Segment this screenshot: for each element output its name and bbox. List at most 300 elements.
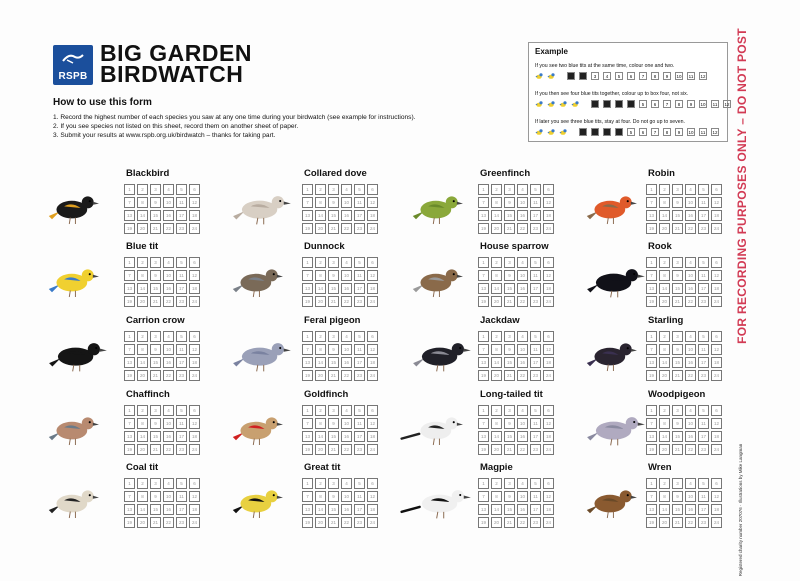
count-box[interactable]: 11 <box>698 270 709 281</box>
count-box[interactable]: 22 <box>517 370 528 381</box>
count-box[interactable]: 18 <box>543 504 554 515</box>
count-box[interactable]: 1 <box>478 331 489 342</box>
count-box[interactable]: 4 <box>163 405 174 416</box>
count-box[interactable]: 8 <box>137 344 148 355</box>
count-box[interactable]: 16 <box>341 210 352 221</box>
count-box[interactable]: 17 <box>530 210 541 221</box>
count-box[interactable]: 24 <box>367 370 378 381</box>
count-box[interactable]: 16 <box>341 357 352 368</box>
count-box[interactable]: 3 <box>672 331 683 342</box>
count-box[interactable]: 15 <box>504 431 515 442</box>
count-box[interactable]: 22 <box>685 223 696 234</box>
count-box[interactable]: 11 <box>530 344 541 355</box>
count-box[interactable]: 6 <box>543 405 554 416</box>
count-box[interactable]: 3 <box>150 184 161 195</box>
count-box[interactable]: 19 <box>478 296 489 307</box>
count-box[interactable]: 11 <box>176 491 187 502</box>
count-box[interactable]: 21 <box>504 517 515 528</box>
count-box[interactable]: 2 <box>137 184 148 195</box>
count-box[interactable]: 16 <box>685 210 696 221</box>
count-box[interactable]: 11 <box>698 418 709 429</box>
count-box[interactable]: 21 <box>504 296 515 307</box>
count-box[interactable]: 20 <box>137 517 148 528</box>
count-box[interactable]: 24 <box>711 444 722 455</box>
count-box[interactable]: 19 <box>124 223 135 234</box>
count-box[interactable]: 17 <box>176 431 187 442</box>
count-box[interactable]: 15 <box>150 210 161 221</box>
count-box[interactable]: 12 <box>189 270 200 281</box>
count-box[interactable]: 12 <box>543 197 554 208</box>
count-box[interactable]: 19 <box>302 223 313 234</box>
count-box[interactable]: 21 <box>504 444 515 455</box>
count-box[interactable]: 15 <box>328 210 339 221</box>
count-box[interactable]: 19 <box>646 296 657 307</box>
count-box[interactable]: 6 <box>367 405 378 416</box>
count-box[interactable]: 24 <box>543 444 554 455</box>
count-box[interactable]: 13 <box>302 357 313 368</box>
count-box[interactable]: 20 <box>491 296 502 307</box>
count-box[interactable]: 24 <box>711 223 722 234</box>
count-box[interactable]: 12 <box>711 418 722 429</box>
count-box[interactable]: 22 <box>163 370 174 381</box>
count-box[interactable]: 3 <box>150 478 161 489</box>
count-box[interactable]: 22 <box>163 223 174 234</box>
count-box[interactable]: 6 <box>189 331 200 342</box>
count-box[interactable]: 5 <box>354 257 365 268</box>
count-box[interactable]: 12 <box>711 197 722 208</box>
count-box[interactable]: 3 <box>328 184 339 195</box>
count-box[interactable]: 1 <box>302 405 313 416</box>
count-box[interactable]: 21 <box>504 370 515 381</box>
count-box[interactable]: 1 <box>302 257 313 268</box>
count-box[interactable]: 16 <box>341 504 352 515</box>
count-box[interactable]: 3 <box>504 478 515 489</box>
count-box[interactable]: 19 <box>124 296 135 307</box>
count-box[interactable]: 24 <box>189 370 200 381</box>
count-box[interactable]: 7 <box>124 270 135 281</box>
count-box[interactable]: 8 <box>659 344 670 355</box>
count-box[interactable]: 16 <box>341 283 352 294</box>
count-box[interactable]: 12 <box>189 344 200 355</box>
count-box[interactable]: 23 <box>698 370 709 381</box>
count-box[interactable]: 12 <box>367 344 378 355</box>
count-box[interactable]: 14 <box>315 283 326 294</box>
count-box[interactable]: 20 <box>659 517 670 528</box>
count-box[interactable]: 4 <box>341 331 352 342</box>
count-box[interactable]: 3 <box>504 331 515 342</box>
count-box[interactable]: 20 <box>659 370 670 381</box>
count-box[interactable]: 23 <box>354 296 365 307</box>
count-box[interactable]: 10 <box>163 491 174 502</box>
count-box[interactable]: 9 <box>328 270 339 281</box>
count-box[interactable]: 14 <box>659 210 670 221</box>
count-box[interactable]: 4 <box>163 257 174 268</box>
count-box[interactable]: 12 <box>711 344 722 355</box>
count-box[interactable]: 6 <box>189 184 200 195</box>
count-box[interactable]: 20 <box>315 370 326 381</box>
count-box[interactable]: 22 <box>163 296 174 307</box>
count-box[interactable]: 18 <box>367 210 378 221</box>
count-box[interactable]: 19 <box>646 444 657 455</box>
count-box[interactable]: 3 <box>504 257 515 268</box>
count-box[interactable]: 23 <box>530 517 541 528</box>
count-box[interactable]: 10 <box>341 270 352 281</box>
count-box[interactable]: 16 <box>685 357 696 368</box>
count-box[interactable]: 16 <box>685 431 696 442</box>
count-box[interactable]: 9 <box>150 491 161 502</box>
count-box[interactable]: 17 <box>176 283 187 294</box>
count-box[interactable]: 18 <box>711 431 722 442</box>
count-box[interactable]: 20 <box>315 296 326 307</box>
count-box[interactable]: 10 <box>685 344 696 355</box>
count-box[interactable]: 7 <box>478 197 489 208</box>
count-box[interactable]: 14 <box>315 210 326 221</box>
count-box[interactable]: 20 <box>315 517 326 528</box>
count-box[interactable]: 10 <box>517 270 528 281</box>
count-box[interactable]: 21 <box>672 517 683 528</box>
count-box[interactable]: 9 <box>672 491 683 502</box>
count-box[interactable]: 1 <box>646 405 657 416</box>
count-box[interactable]: 21 <box>672 444 683 455</box>
count-box[interactable]: 11 <box>176 418 187 429</box>
count-box[interactable]: 3 <box>328 478 339 489</box>
count-box[interactable]: 14 <box>491 210 502 221</box>
count-box[interactable]: 20 <box>137 444 148 455</box>
count-box[interactable]: 17 <box>698 357 709 368</box>
count-box[interactable]: 18 <box>711 283 722 294</box>
count-box[interactable]: 5 <box>176 331 187 342</box>
count-box[interactable]: 13 <box>478 357 489 368</box>
count-box[interactable]: 4 <box>517 405 528 416</box>
count-box[interactable]: 13 <box>646 210 657 221</box>
count-box[interactable]: 6 <box>711 331 722 342</box>
count-box[interactable]: 11 <box>354 344 365 355</box>
count-box[interactable]: 3 <box>328 257 339 268</box>
count-box[interactable]: 21 <box>150 444 161 455</box>
count-box[interactable]: 2 <box>491 257 502 268</box>
count-box[interactable]: 7 <box>646 344 657 355</box>
count-box[interactable]: 1 <box>646 257 657 268</box>
count-box[interactable]: 13 <box>478 210 489 221</box>
count-box[interactable]: 2 <box>315 331 326 342</box>
count-box[interactable]: 13 <box>478 504 489 515</box>
count-box[interactable]: 7 <box>302 344 313 355</box>
count-box[interactable]: 17 <box>176 504 187 515</box>
count-box[interactable]: 9 <box>328 491 339 502</box>
count-box[interactable]: 17 <box>698 504 709 515</box>
count-box[interactable]: 19 <box>124 370 135 381</box>
count-box[interactable]: 1 <box>302 331 313 342</box>
count-box[interactable]: 16 <box>685 283 696 294</box>
count-box[interactable]: 12 <box>543 491 554 502</box>
count-box[interactable]: 17 <box>354 504 365 515</box>
count-box[interactable]: 9 <box>672 197 683 208</box>
count-box[interactable]: 4 <box>341 405 352 416</box>
count-box[interactable]: 3 <box>672 405 683 416</box>
count-box[interactable]: 4 <box>341 184 352 195</box>
count-box[interactable]: 4 <box>163 184 174 195</box>
count-box[interactable]: 13 <box>124 431 135 442</box>
count-box[interactable]: 7 <box>302 197 313 208</box>
count-box[interactable]: 19 <box>646 370 657 381</box>
count-box[interactable]: 3 <box>672 257 683 268</box>
count-box[interactable]: 10 <box>341 418 352 429</box>
count-box[interactable]: 8 <box>315 491 326 502</box>
count-box[interactable]: 7 <box>302 418 313 429</box>
count-box[interactable]: 1 <box>478 405 489 416</box>
count-box[interactable]: 4 <box>685 184 696 195</box>
count-box[interactable]: 23 <box>354 370 365 381</box>
count-box[interactable]: 2 <box>659 257 670 268</box>
count-box[interactable]: 6 <box>711 478 722 489</box>
count-box[interactable]: 8 <box>137 491 148 502</box>
count-box[interactable]: 12 <box>543 418 554 429</box>
count-box[interactable]: 10 <box>163 197 174 208</box>
count-box[interactable]: 9 <box>150 197 161 208</box>
count-box[interactable]: 11 <box>176 270 187 281</box>
count-box[interactable]: 5 <box>698 184 709 195</box>
count-box[interactable]: 14 <box>491 504 502 515</box>
count-box[interactable]: 17 <box>354 357 365 368</box>
count-box[interactable]: 14 <box>315 357 326 368</box>
count-box[interactable]: 1 <box>478 257 489 268</box>
count-box[interactable]: 2 <box>659 478 670 489</box>
count-box[interactable]: 5 <box>176 405 187 416</box>
count-box[interactable]: 1 <box>302 478 313 489</box>
count-box[interactable]: 23 <box>530 370 541 381</box>
count-box[interactable]: 10 <box>517 344 528 355</box>
count-box[interactable]: 10 <box>163 344 174 355</box>
count-box[interactable]: 23 <box>354 517 365 528</box>
count-box[interactable]: 3 <box>150 257 161 268</box>
count-box[interactable]: 17 <box>698 210 709 221</box>
count-box[interactable]: 16 <box>163 283 174 294</box>
count-box[interactable]: 8 <box>659 270 670 281</box>
count-box[interactable]: 18 <box>543 357 554 368</box>
count-box[interactable]: 14 <box>659 431 670 442</box>
count-box[interactable]: 19 <box>124 444 135 455</box>
count-box[interactable]: 10 <box>341 344 352 355</box>
count-box[interactable]: 15 <box>504 283 515 294</box>
count-box[interactable]: 2 <box>315 405 326 416</box>
count-box[interactable]: 12 <box>367 491 378 502</box>
count-box[interactable]: 10 <box>517 491 528 502</box>
count-box[interactable]: 4 <box>163 478 174 489</box>
count-box[interactable]: 21 <box>672 223 683 234</box>
count-box[interactable]: 12 <box>367 418 378 429</box>
count-box[interactable]: 11 <box>354 197 365 208</box>
count-box[interactable]: 15 <box>672 357 683 368</box>
count-box[interactable]: 22 <box>341 223 352 234</box>
count-box[interactable]: 11 <box>176 197 187 208</box>
count-box[interactable]: 18 <box>543 210 554 221</box>
count-box[interactable]: 1 <box>124 257 135 268</box>
count-box[interactable]: 18 <box>367 357 378 368</box>
count-box[interactable]: 6 <box>367 257 378 268</box>
count-box[interactable]: 8 <box>315 270 326 281</box>
count-box[interactable]: 15 <box>150 504 161 515</box>
count-box[interactable]: 21 <box>672 370 683 381</box>
count-box[interactable]: 12 <box>189 197 200 208</box>
count-box[interactable]: 15 <box>672 283 683 294</box>
count-box[interactable]: 6 <box>711 184 722 195</box>
count-box[interactable]: 8 <box>315 344 326 355</box>
count-box[interactable]: 2 <box>491 405 502 416</box>
count-box[interactable]: 10 <box>685 491 696 502</box>
count-box[interactable]: 22 <box>341 444 352 455</box>
count-box[interactable]: 18 <box>189 431 200 442</box>
count-box[interactable]: 11 <box>698 197 709 208</box>
count-box[interactable]: 2 <box>137 478 148 489</box>
count-box[interactable]: 14 <box>491 283 502 294</box>
count-box[interactable]: 18 <box>543 431 554 442</box>
count-box[interactable]: 6 <box>189 478 200 489</box>
count-box[interactable]: 12 <box>189 491 200 502</box>
count-box[interactable]: 5 <box>354 405 365 416</box>
count-box[interactable]: 4 <box>517 184 528 195</box>
count-box[interactable]: 8 <box>137 270 148 281</box>
count-box[interactable]: 20 <box>491 444 502 455</box>
count-box[interactable]: 20 <box>491 370 502 381</box>
count-box[interactable]: 13 <box>302 504 313 515</box>
count-box[interactable]: 12 <box>711 270 722 281</box>
count-box[interactable]: 17 <box>354 283 365 294</box>
count-box[interactable]: 17 <box>698 431 709 442</box>
count-box[interactable]: 9 <box>504 344 515 355</box>
count-box[interactable]: 10 <box>685 418 696 429</box>
count-box[interactable]: 1 <box>646 184 657 195</box>
count-box[interactable]: 18 <box>189 283 200 294</box>
count-box[interactable]: 6 <box>189 257 200 268</box>
count-box[interactable]: 15 <box>504 504 515 515</box>
count-box[interactable]: 17 <box>176 357 187 368</box>
count-box[interactable]: 3 <box>150 405 161 416</box>
count-box[interactable]: 1 <box>478 478 489 489</box>
count-box[interactable]: 16 <box>685 504 696 515</box>
count-box[interactable]: 22 <box>685 370 696 381</box>
count-box[interactable]: 7 <box>646 491 657 502</box>
count-box[interactable]: 24 <box>367 517 378 528</box>
count-box[interactable]: 2 <box>659 331 670 342</box>
count-box[interactable]: 2 <box>137 331 148 342</box>
count-box[interactable]: 4 <box>685 257 696 268</box>
count-box[interactable]: 24 <box>189 444 200 455</box>
count-box[interactable]: 1 <box>478 184 489 195</box>
count-box[interactable]: 4 <box>517 478 528 489</box>
count-box[interactable]: 4 <box>341 478 352 489</box>
count-box[interactable]: 23 <box>176 444 187 455</box>
count-box[interactable]: 22 <box>517 444 528 455</box>
count-box[interactable]: 23 <box>176 370 187 381</box>
count-box[interactable]: 6 <box>189 405 200 416</box>
count-box[interactable]: 6 <box>543 184 554 195</box>
count-box[interactable]: 16 <box>163 210 174 221</box>
count-box[interactable]: 22 <box>685 296 696 307</box>
count-box[interactable]: 5 <box>530 184 541 195</box>
count-box[interactable]: 23 <box>530 444 541 455</box>
count-box[interactable]: 7 <box>124 344 135 355</box>
count-box[interactable]: 24 <box>367 444 378 455</box>
count-box[interactable]: 8 <box>659 491 670 502</box>
count-box[interactable]: 21 <box>328 223 339 234</box>
count-box[interactable]: 24 <box>367 223 378 234</box>
count-box[interactable]: 22 <box>341 296 352 307</box>
count-box[interactable]: 10 <box>517 418 528 429</box>
count-box[interactable]: 11 <box>530 418 541 429</box>
count-box[interactable]: 1 <box>302 184 313 195</box>
count-box[interactable]: 18 <box>367 504 378 515</box>
count-box[interactable]: 15 <box>504 210 515 221</box>
count-box[interactable]: 23 <box>530 296 541 307</box>
count-box[interactable]: 2 <box>137 257 148 268</box>
count-box[interactable]: 1 <box>124 405 135 416</box>
count-box[interactable]: 19 <box>302 517 313 528</box>
count-box[interactable]: 11 <box>354 491 365 502</box>
count-box[interactable]: 13 <box>646 283 657 294</box>
count-box[interactable]: 14 <box>137 431 148 442</box>
count-box[interactable]: 8 <box>491 197 502 208</box>
count-box[interactable]: 4 <box>685 331 696 342</box>
count-box[interactable]: 8 <box>491 270 502 281</box>
count-box[interactable]: 7 <box>302 270 313 281</box>
count-box[interactable]: 19 <box>302 370 313 381</box>
count-box[interactable]: 9 <box>672 344 683 355</box>
count-box[interactable]: 7 <box>124 197 135 208</box>
count-box[interactable]: 14 <box>659 283 670 294</box>
count-box[interactable]: 19 <box>478 370 489 381</box>
count-box[interactable]: 8 <box>315 197 326 208</box>
count-box[interactable]: 13 <box>646 504 657 515</box>
count-box[interactable]: 5 <box>354 184 365 195</box>
count-box[interactable]: 6 <box>543 478 554 489</box>
count-box[interactable]: 15 <box>328 431 339 442</box>
count-box[interactable]: 9 <box>328 344 339 355</box>
count-box[interactable]: 17 <box>530 357 541 368</box>
count-box[interactable]: 1 <box>124 331 135 342</box>
count-box[interactable]: 13 <box>302 283 313 294</box>
count-box[interactable]: 22 <box>685 444 696 455</box>
count-box[interactable]: 14 <box>315 431 326 442</box>
count-box[interactable]: 19 <box>646 223 657 234</box>
count-box[interactable]: 24 <box>543 517 554 528</box>
count-box[interactable]: 24 <box>189 223 200 234</box>
count-box[interactable]: 23 <box>354 223 365 234</box>
count-box[interactable]: 16 <box>341 431 352 442</box>
count-box[interactable]: 14 <box>315 504 326 515</box>
count-box[interactable]: 21 <box>150 223 161 234</box>
count-box[interactable]: 2 <box>315 257 326 268</box>
count-box[interactable]: 11 <box>530 270 541 281</box>
count-box[interactable]: 5 <box>176 478 187 489</box>
count-box[interactable]: 8 <box>137 197 148 208</box>
count-box[interactable]: 20 <box>137 223 148 234</box>
count-box[interactable]: 5 <box>176 257 187 268</box>
count-box[interactable]: 21 <box>504 223 515 234</box>
count-box[interactable]: 20 <box>659 296 670 307</box>
count-box[interactable]: 15 <box>150 357 161 368</box>
count-box[interactable]: 18 <box>189 357 200 368</box>
count-box[interactable]: 22 <box>517 223 528 234</box>
count-box[interactable]: 21 <box>150 517 161 528</box>
count-box[interactable]: 14 <box>659 504 670 515</box>
count-box[interactable]: 5 <box>176 184 187 195</box>
count-box[interactable]: 18 <box>711 357 722 368</box>
count-box[interactable]: 3 <box>504 184 515 195</box>
count-box[interactable]: 22 <box>163 444 174 455</box>
count-box[interactable]: 21 <box>672 296 683 307</box>
count-box[interactable]: 20 <box>137 296 148 307</box>
count-box[interactable]: 18 <box>543 283 554 294</box>
